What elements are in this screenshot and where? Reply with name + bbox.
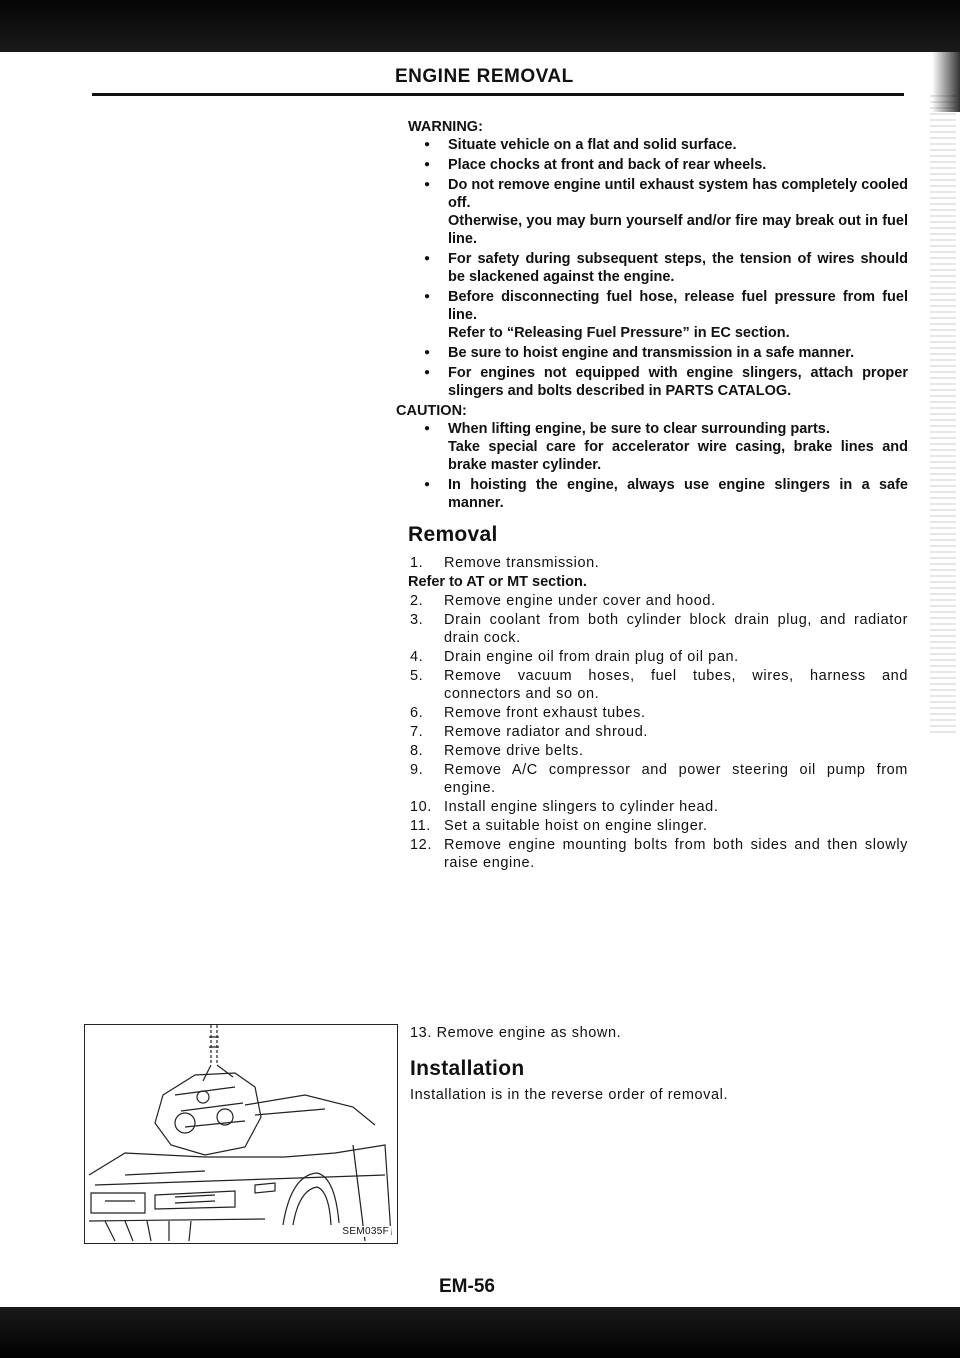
page-number: EM-56 [439,1276,495,1297]
installation-heading: Installation [410,1057,525,1080]
step-item: 5. Remove vacuum hoses, fuel tubes, wires, harness and connectors and so on. [410,668,908,702]
warning-heading: WARNING: [408,119,483,135]
warning-item: ● Before disconnecting fuel hose, release fuel pressure from fuel line. Refer to “Releasing Fuel Pressure” in EC section. [408,288,908,342]
step-item: 9. Remove A/C compressor and power steering oil pump from engine. [410,762,908,796]
page-title: ENGINE REMOVAL [395,66,574,87]
main-content [396,118,908,873]
step-item: 13. Remove engine as shown. [410,1025,622,1041]
warning-item: ● Do not remove engine until exhaust system has completely cooled off. Otherwise, you may burn yourself and/or fire may break out in fuel line. [408,176,908,248]
installation-text: Installation is in the reverse order of removal. [410,1087,729,1103]
step-item: 1. Remove transmission. [410,555,600,571]
step-item: 4. Drain engine oil from drain plug of oil pan. [410,649,739,665]
caution-item: ● In hoisting the engine, always use engine slingers in a safe manner. [408,476,908,512]
refer-note: Refer to AT or MT section. [408,574,587,590]
removal-steps [408,554,908,572]
step-item: 6. Remove front exhaust tubes. [410,705,646,721]
step-item: 12. Remove engine mounting bolts from both sides and then slowly raise engine. [410,837,908,871]
caution-list [408,420,908,512]
engine-hoist-illustration [85,1025,397,1243]
caution-item: ● When lifting engine, be sure to clear surrounding parts. Take special care for accelerator wire casing, brake lines and brake master cylinder. [408,420,908,474]
scan-noise [930,95,956,735]
step-item: 8. Remove drive belts. [410,743,584,759]
step-item: 7. Remove radiator and shroud. [410,724,648,740]
step-item: 2. Remove engine under cover and hood. [410,593,716,609]
warning-list [408,136,908,400]
top-scan-border [0,0,960,52]
warning-item: ● Situate vehicle on a flat and solid surface. [408,136,908,154]
header-rule [92,93,904,96]
warning-item: ● For safety during subsequent steps, the tension of wires should be slackened against the engine. [408,250,908,286]
engine-hoist-figure [84,1024,398,1244]
warning-item: ● For engines not equipped with engine slingers, attach proper slingers and bolts described in PARTS CATALOG. [408,364,908,400]
step-item: 11. Set a suitable hoist on engine slinger. [410,818,708,834]
warning-item: ● Place chocks at front and back of rear wheels. [408,156,908,174]
removal-steps-cont [408,592,908,872]
figure-code: SEM035F [342,1226,389,1237]
removal-heading: Removal [408,523,498,546]
step-item: 10. Install engine slingers to cylinder head. [410,799,719,815]
bottom-scan-border [0,1307,960,1358]
step-item: 3. Drain coolant from both cylinder block drain plug, and radiator drain cock. [410,612,908,646]
lower-content [410,1024,910,1104]
warning-item: ● Be sure to hoist engine and transmission in a safe manner. [408,344,908,362]
caution-heading: CAUTION: [396,403,467,419]
